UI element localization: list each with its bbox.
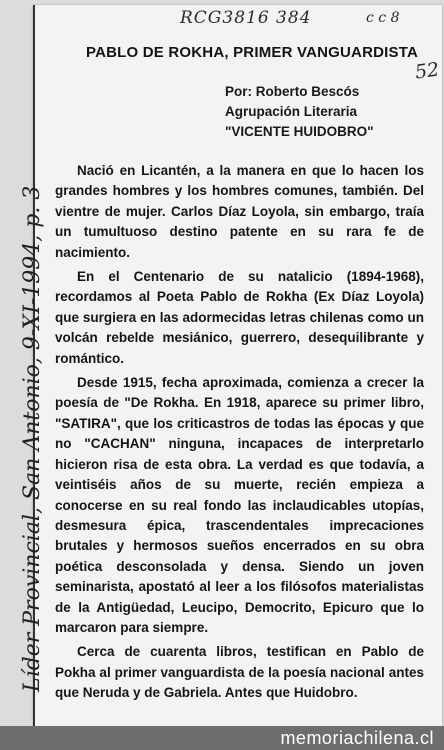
article-title: PABLO DE ROKHA, PRIMER VANGUARDISTA (86, 44, 419, 61)
site-watermark: memoriachilena.cl (280, 728, 434, 748)
footer-bar (0, 726, 444, 750)
paragraph-3: Desde 1915, fecha aproximada, comienza a crecer la poesía de "De Rokha. En 1918, aparece su primer libro, "SATIRA", que los criticastros de todas las épocas y que no "CACHAN" ninguna, incapaces de interpretarlo hicieron risa de esta obra. La verdad es que todavía, a veintiséis años de su muerte, recién empieza a conocerse en su real fondo las inclaudicables utopías, desmesura épica, trascendentales imprecaciones brutales y hermosos sueños encerrados en su obra poética desconsolada y densa. Siendo un joven seminarista, apostató al leer a los filósofos materialistas de la Antigüedad, Leucipo, Democrito, Epicuro que lo marcaron para siempre. (55, 375, 424, 635)
paragraph-1: Nació en Licantén, a la manera en que lo hacen los grandes hombres y los hombres comunes, también. Del vientre de mujer. Carlos Díaz Loyola, sin embargo, traía un tumultuoso destino patente en su rara fe de nacimiento. (55, 163, 424, 260)
byline-group: Agrupación Literaria (225, 104, 358, 119)
archive-mark-handwriting: c c 8 (366, 10, 400, 26)
byline-author: Por: Roberto Bescós (225, 84, 360, 99)
byline-group-name: "VICENTE HUIDOBRO" (225, 124, 374, 139)
article-byline (225, 82, 425, 142)
paragraph-4: Cerca de cuarenta libros, testifican en Pablo de Pokha al primer vanguardista de la poesía nacional antes que Neruda y de Gabriela. Antes que Huidobro. (55, 644, 424, 701)
page-number-handwriting: 52 (413, 58, 441, 84)
paragraph-2: En el Centenario de su natalicio (1894-1968), recordamos al Poeta Pablo de Rokha (Ex Díaz Loyola) que surgiera en las adormecidas letras chilenas como un volcán rebelde mesiánico, guerrero, desequilibrante y romántico. (55, 269, 424, 366)
source-citation-handwriting: Líder Provincial, San Antonio, 9-XI-1994, p. 3 (20, 185, 45, 692)
archive-code-handwriting: RCG3816 384 (180, 8, 312, 28)
article-body (55, 161, 424, 708)
